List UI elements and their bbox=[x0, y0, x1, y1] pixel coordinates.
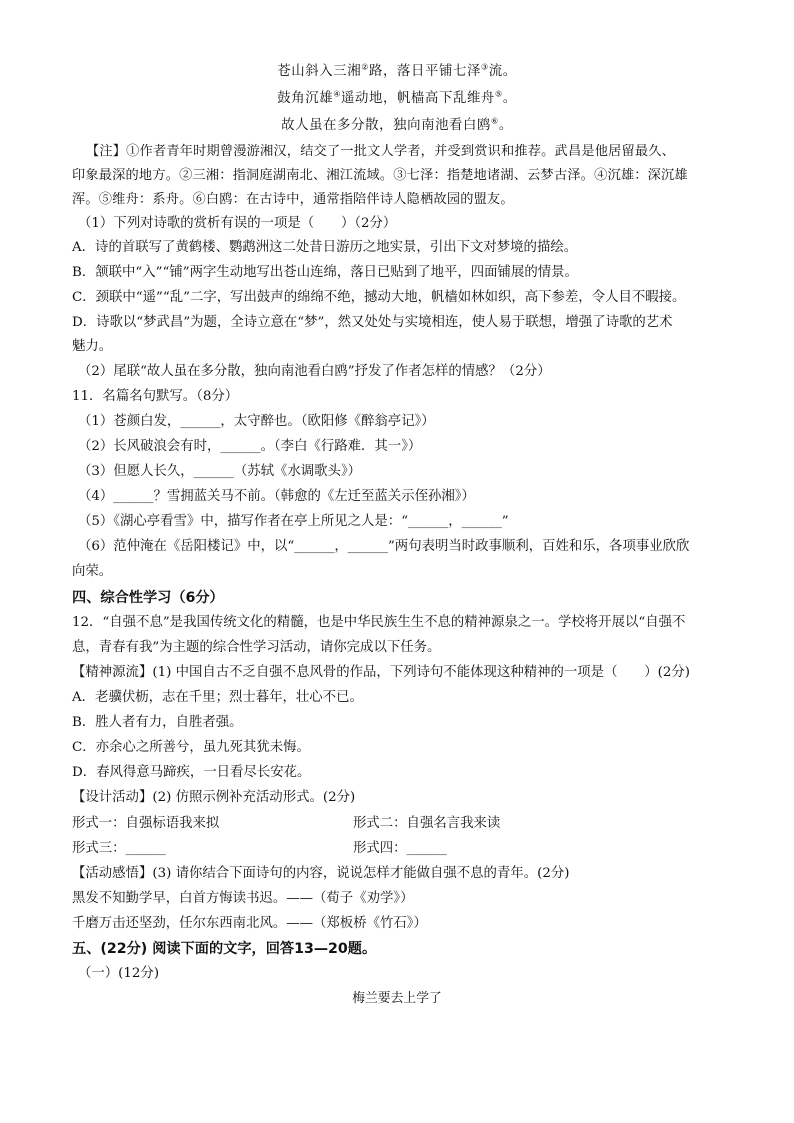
note-line-1: 【注】①作者青年时期曾漫游湘汉，结交了一批文人学者，并受到赏识和推荐。武昌是他居留最久、 bbox=[86, 144, 676, 159]
section-heading: 五、(22分) 阅读下面的文字，回答13—20题。 bbox=[72, 941, 377, 957]
poem-text: 故人虽在多分散，独向南池看白鸥 bbox=[281, 118, 492, 133]
section-heading: 四、综合性学习（6分） bbox=[72, 590, 224, 606]
subsection-label: （一）(12分) bbox=[78, 966, 160, 981]
quote-2: 千磨万击还坚劲，任尔东西南北风。——（郑板桥《竹石》） bbox=[72, 916, 427, 931]
option-a: A．老骥伏枥，志在千里；烈士暮年，壮心不已。 bbox=[72, 690, 363, 705]
quote-1: 黑发不知勤学早，白首方悔读书迟。——（荀子《劝学》） bbox=[72, 891, 414, 906]
dictation-item: （3）但愿人长久，______（苏轼《水调歌头》） bbox=[78, 464, 362, 479]
task-3: 【活动感悟】(3) 请你结合下面诗句的内容，说说怎样才能做自强不息的青年。(2分) bbox=[72, 866, 570, 881]
option-d: D．春风得意马蹄疾，一日看尽长安花。 bbox=[72, 765, 311, 780]
poem-text: 鼓角沉雄 bbox=[277, 91, 334, 106]
footnote-marker: ③ bbox=[480, 62, 489, 72]
poem-line-1 bbox=[0, 62, 794, 82]
question-12-stem: 12．“自强不息”是我国传统文化的精髓，也是中华民族生生不息的精神源泉之一。学校将开展以“自强不 bbox=[72, 615, 686, 630]
poem-line-3 bbox=[0, 116, 794, 136]
option-c: C．颈联中“遥”“乱”二字，写出鼓声的绵绵不绝，撼动大地，帆樯如林如织，高下参差，令人目不暇接。 bbox=[72, 290, 686, 305]
dictation-item: （2）长风破浪会有时，______。（李白《行路难．其一》） bbox=[78, 439, 422, 454]
footnote-marker: ⑥ bbox=[491, 116, 499, 126]
option-b: B．颔联中“入”“铺”两字生动地写出苍山连绵，落日已贴到了地平，四面铺展的情景。 bbox=[72, 265, 578, 280]
dictation-item: （4）______？雪拥蓝关马不前。（韩愈的《左迁至蓝关示侄孙湘》） bbox=[78, 489, 475, 504]
option-d-cont: 魅力。 bbox=[72, 339, 113, 354]
dictation-item: （5）《湖心亭看雪》中，描写作者在亭上所见之人是：“______，______” bbox=[78, 514, 509, 529]
option-a: A．诗的首联写了黄鹤楼、鹦鹉洲这二处昔日游历之地实景，引出下文对梦境的描绘。 bbox=[72, 240, 578, 255]
poem-text: 。 bbox=[498, 118, 513, 133]
question-11-stem: 11．名篇名句默写。（8分） bbox=[72, 389, 239, 404]
task-2: 【设计活动】(2) 仿照示例补充活动形式。(2分) bbox=[72, 790, 356, 805]
task-1: 【精神源流】(1) 中国自古不乏自强不息风骨的作品，下列诗句不能体现这种精神的一项是（ ）(2分) bbox=[72, 665, 690, 680]
poem-text: 。 bbox=[502, 91, 517, 106]
note-line-2: 印象最深的地方。②三湘：指洞庭湖南北、湘江流域。③七泽：指楚地诸湖、云梦古泽。④沉雄：深沉雄 bbox=[72, 168, 688, 183]
question-stem: （1）下列对诗歌的赏析有误的一项是（ ）（2分） bbox=[78, 216, 397, 231]
poem-text: 苍山斜入三湘 bbox=[277, 64, 362, 79]
question-stem: （2）尾联“故人虽在多分散，独向南池看白鸥”抒发了作者怎样的情感？（2分） bbox=[78, 364, 551, 379]
form-1: 形式一：自强标语我来拟 bbox=[72, 816, 220, 831]
dictation-item: （6）范仲淹在《岳阳楼记》中，以“______，______”两句表明当时政事顺利，百姓和乐，各项事业欣欣 bbox=[78, 539, 690, 554]
article-title: 梅兰要去上学了 bbox=[352, 991, 442, 1006]
option-d: D．诗歌以“梦武昌”为题，全诗立意在“梦”，然又处处与实境相连，使人易于联想，增强了诗歌的艺术 bbox=[72, 315, 673, 330]
question-12-stem-cont: 息，青春有我”为主题的综合性学习活动，请你完成以下任务。 bbox=[72, 640, 441, 655]
poem-line-2 bbox=[0, 89, 794, 109]
poem-text: 流。 bbox=[488, 64, 517, 79]
option-c: C．亦余心之所善兮，虽九死其犹未悔。 bbox=[72, 740, 310, 755]
form-3: 形式三：______ bbox=[72, 841, 166, 856]
poem-text: 路，落日平铺七泽 bbox=[369, 64, 481, 79]
footnote-marker: ④ bbox=[333, 89, 342, 99]
poem-text: 遥动地，帆樯高下乱维舟 bbox=[341, 91, 495, 106]
form-2: 形式二：自强名言我来读 bbox=[353, 816, 501, 831]
dictation-item-cont: 向荣。 bbox=[72, 564, 113, 579]
note-line-3: 浑。⑤维舟：系舟。⑥白鸥：在古诗中，通常指陪伴诗人隐栖故园的盟友。 bbox=[72, 192, 514, 207]
footnote-marker: ② bbox=[361, 62, 370, 72]
form-4: 形式四：______ bbox=[353, 841, 447, 856]
footnote-marker: ⑤ bbox=[494, 89, 503, 99]
dictation-item: （1）苍颜白发，______，太守醉也。（欧阳修《醉翁亭记》） bbox=[78, 414, 435, 429]
option-b: B．胜人者有力，自胜者强。 bbox=[72, 715, 243, 730]
